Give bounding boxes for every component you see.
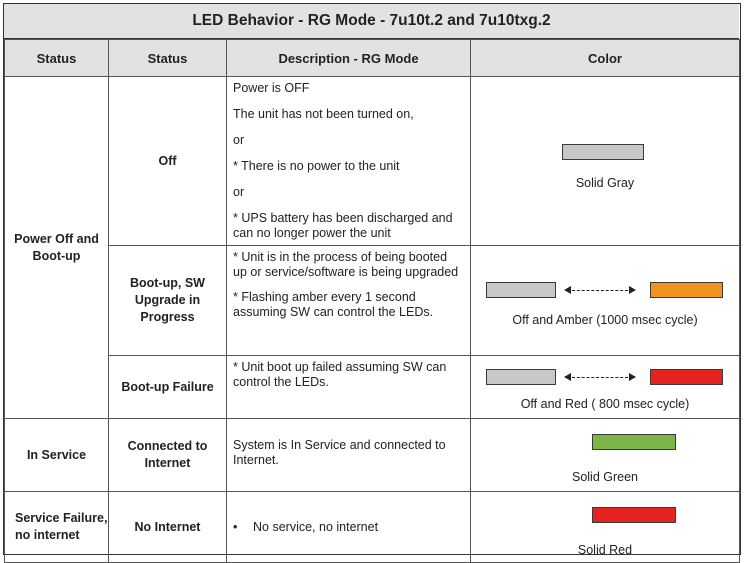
header-description: Description - RG Mode — [227, 40, 471, 77]
table-title: LED Behavior - RG Mode - 7u10t.2 and 7u10txg.2 — [4, 4, 739, 39]
description-bootup: * Unit is in the process of being booted up or service/software is being upgraded * Flashing amber every 1 second assuming SW can control the LEDs. — [227, 246, 471, 356]
color-label-nointernet: Solid Red — [577, 543, 633, 557]
status-bootup: Boot-up, SW Upgrade in Progress — [109, 246, 227, 356]
bullet-icon: • — [233, 519, 238, 534]
table-row-off — [5, 77, 740, 246]
color-label-connected: Solid Green — [571, 470, 638, 484]
led-bar-gray — [562, 144, 644, 160]
color-label-off: Solid Gray — [575, 176, 635, 190]
header-color: Color — [471, 40, 740, 77]
table-row-bootfail — [5, 356, 740, 419]
led-bar-green — [592, 434, 676, 450]
led-bar-gray — [486, 282, 556, 298]
description-nointernet — [227, 492, 471, 563]
color-label-bootfail: Off and Red ( 800 msec cycle) — [520, 397, 690, 411]
header-status-group: Status — [5, 40, 109, 77]
color-nointernet — [471, 492, 740, 563]
status-connected: Connected to Internet — [109, 419, 227, 492]
status-bootfail: Boot-up Failure — [109, 356, 227, 419]
group-in-service: In Service — [5, 419, 109, 492]
led-bar-gray — [486, 369, 556, 385]
table-row-nointernet — [5, 492, 740, 563]
color-bootup — [471, 246, 740, 356]
description-off: Power is OFF The unit has not been turned on, or * There is no power to the unit or * UPS battery has been discharged and can no longer power the unit — [227, 77, 471, 246]
status-nointernet: No Internet — [109, 492, 227, 563]
header-status: Status — [109, 40, 227, 77]
color-connected — [471, 419, 740, 492]
led-bar-red — [650, 369, 723, 385]
header-row — [5, 40, 740, 77]
group-service-failure: Service Failure, no internet — [5, 492, 109, 563]
led-bar-amber — [650, 282, 723, 298]
led-behavior-table-frame — [3, 3, 741, 555]
color-bootfail — [471, 356, 740, 419]
list-item: • No service, no internet — [233, 519, 379, 534]
status-off: Off — [109, 77, 227, 246]
group-power-off-bootup: Power Off and Boot-up — [5, 77, 109, 419]
double-arrow-icon — [564, 284, 636, 296]
color-off — [471, 77, 740, 246]
double-arrow-icon — [564, 371, 636, 383]
description-connected: System is In Service and connected to Internet. — [227, 419, 471, 492]
led-behavior-table — [4, 39, 740, 563]
color-label-bootup: Off and Amber (1000 msec cycle) — [512, 313, 698, 327]
description-bootfail: * Unit boot up failed assuming SW can control the LEDs. — [227, 356, 471, 419]
table-row-connected — [5, 419, 740, 492]
led-bar-red — [592, 507, 676, 523]
table-row-bootup — [5, 246, 740, 356]
